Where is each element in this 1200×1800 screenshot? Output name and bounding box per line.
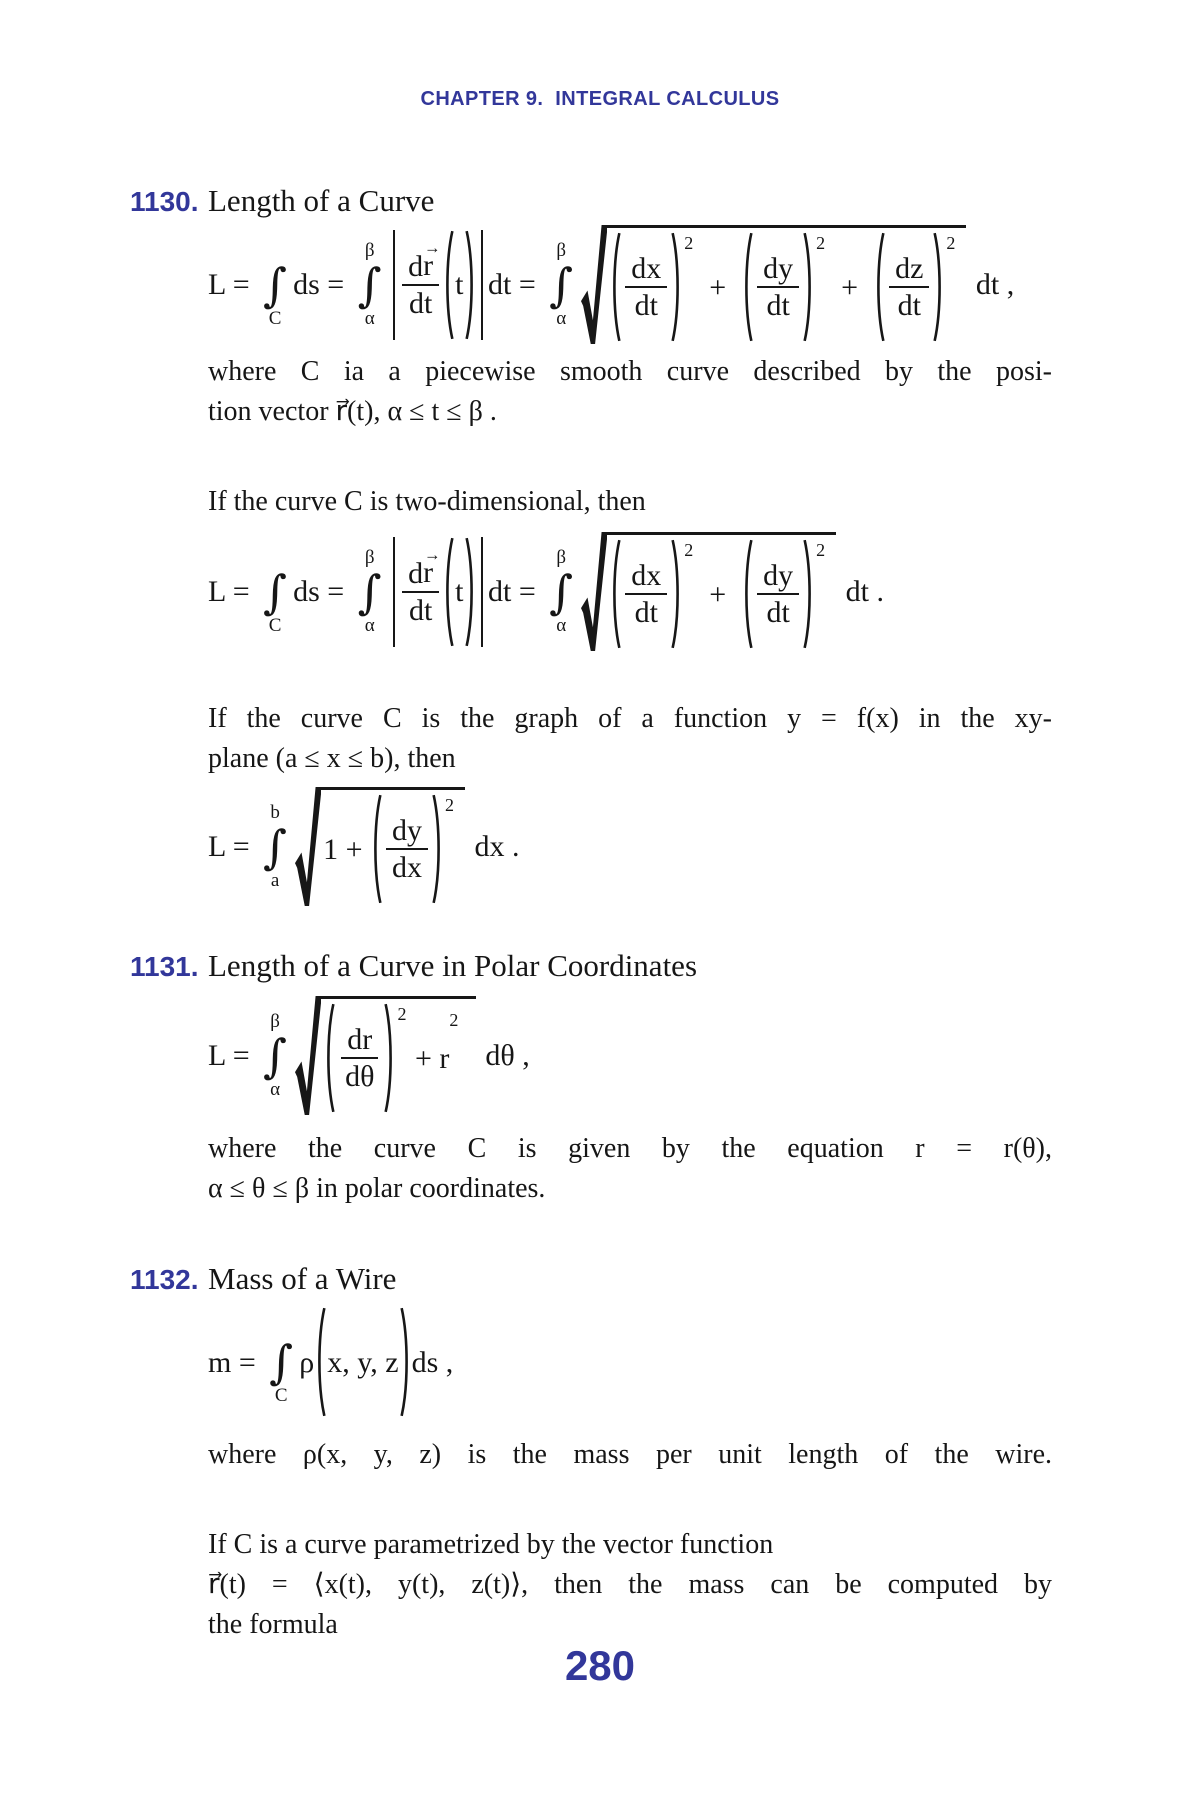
integral-lower-limit: α [556, 614, 567, 636]
math-row [455, 268, 463, 301]
integral-upper-limit: β [364, 239, 375, 261]
exponent: 2 [684, 540, 694, 560]
abs-content [398, 537, 477, 647]
math-row [399, 230, 476, 340]
integral-upper-limit: β [556, 239, 567, 261]
superscript: 2 [449, 1010, 459, 1030]
text-line: the formula [208, 1609, 338, 1640]
numerator [757, 251, 799, 288]
text-line: If C is a curve parametrized by the vector function [208, 1529, 774, 1560]
integral-lower-limit: C [274, 1385, 288, 1406]
fraction [625, 558, 667, 630]
exponent: 2 [445, 795, 455, 815]
math-text: dt [409, 287, 433, 321]
math-text: dt [766, 289, 790, 322]
paragraph-where-curve [208, 352, 1052, 432]
numerator [889, 251, 929, 288]
left-paren [742, 232, 753, 342]
math-text: dy [392, 814, 423, 847]
numerator [402, 248, 439, 287]
paragraph-if-parametrized [208, 1525, 1052, 1645]
integral-upper-limit: β [556, 546, 567, 568]
math-text: t [455, 575, 464, 608]
text-line: r⃗(t) = ⟨x(t), y(t), z(t)⟩, then the mass can be computed by [208, 1569, 1052, 1600]
right-paren [465, 230, 476, 340]
math-text: L = [208, 1039, 258, 1072]
section-heading [0, 183, 1200, 219]
math-text: dt = [488, 575, 544, 608]
section-1131 [0, 948, 1200, 1209]
radical-sign [295, 787, 321, 906]
math-text: t [455, 268, 464, 301]
exponent: 2 [816, 540, 826, 560]
text-line: α ≤ θ ≤ β in polar coordinates. [208, 1173, 546, 1204]
math-text: dt [766, 596, 790, 629]
math-text: L = [208, 830, 258, 863]
math-row [754, 251, 802, 323]
integral [261, 803, 289, 891]
math-row [208, 1307, 453, 1417]
math-text: L = [208, 268, 258, 301]
radicand [321, 787, 465, 906]
right-paren [671, 539, 682, 649]
square-root [581, 532, 836, 651]
section-1132 [0, 1261, 1200, 1645]
integral [261, 1012, 289, 1100]
math-text: d [408, 556, 424, 590]
fraction [625, 251, 667, 323]
math-text: dx [392, 851, 423, 884]
fraction [889, 251, 929, 323]
section-title: Mass of a Wire [208, 1261, 397, 1296]
integral-upper-limit: b [270, 801, 280, 823]
text-line: If the curve C is the graph of a function y = f(x) in the xy- [208, 703, 1052, 734]
radical-sign [295, 996, 321, 1115]
text-line: where the curve C is given by the equation r = r(θ), [208, 1133, 1052, 1164]
math-row [609, 232, 956, 342]
text-line: If the curve C is two-dimensional, then [208, 486, 646, 517]
integral-sign: ∫ [263, 819, 288, 874]
numerator [625, 558, 667, 595]
paren-group [742, 232, 825, 342]
math-text: dr [347, 1023, 373, 1056]
text-line: where C ia a piecewise smooth curve described by the posi- [208, 356, 1052, 387]
math-text: dt [897, 289, 921, 322]
section-number: 1132. [130, 1264, 199, 1295]
denominator [629, 288, 664, 323]
math-text: ρ [299, 1345, 315, 1379]
math-text: m = [208, 1345, 264, 1379]
square-root [295, 996, 476, 1115]
numerator [386, 813, 428, 850]
text-line: where ρ(x, y, z) is the mass per unit length of the wire. [208, 1439, 1052, 1470]
paren-content [753, 539, 803, 649]
paren-content [885, 232, 933, 342]
right-paren [465, 537, 476, 647]
math-text: + [694, 577, 742, 611]
left-paren [315, 1307, 326, 1417]
math-row [208, 996, 530, 1115]
denominator [629, 595, 664, 630]
math-text: dt , [968, 268, 1015, 301]
numerator [402, 555, 439, 594]
formula-length-graph [208, 787, 1052, 906]
denominator [761, 595, 796, 630]
math-text: dt = [488, 268, 544, 301]
denominator [339, 1059, 380, 1094]
fraction [757, 558, 799, 630]
denominator [386, 850, 428, 885]
paragraph-if-graph [208, 699, 1052, 779]
text-line: tion vector r⃗(t), α ≤ t ≤ β . [208, 396, 497, 427]
integral-lower-limit: a [270, 869, 280, 891]
left-paren [443, 230, 454, 340]
math-text: ds = [293, 268, 352, 301]
denominator [761, 288, 796, 323]
formula-mass-wire [208, 1307, 1052, 1417]
right-paren [933, 232, 944, 342]
left-paren [610, 539, 621, 649]
section-title: Length of a Curve [208, 183, 435, 218]
fraction [402, 248, 439, 322]
numerator [341, 1022, 378, 1059]
math-text: dt [634, 289, 658, 322]
exponent: 2 [397, 1004, 407, 1024]
math-row [327, 1346, 398, 1379]
right-paren [384, 1003, 395, 1113]
integral-sign: ∫ [263, 1028, 288, 1083]
fraction [386, 813, 428, 885]
math-text: ds = [293, 575, 352, 608]
math-row [886, 251, 932, 323]
absolute-value [390, 230, 486, 340]
integral [547, 548, 575, 636]
integral-sign: ∫ [269, 1335, 294, 1389]
paren-content [621, 232, 671, 342]
integral-lower-limit: α [556, 307, 567, 329]
formula-length-3d [208, 225, 1052, 344]
section-title: Length of a Curve in Polar Coordinates [208, 948, 698, 983]
left-paren [371, 794, 382, 904]
abs-content [398, 230, 477, 340]
abs-bar [481, 537, 484, 647]
math-row [383, 813, 431, 885]
fraction [402, 555, 439, 629]
math-row [323, 794, 455, 904]
math-row [609, 539, 826, 649]
fraction [339, 1022, 380, 1094]
paragraph-where-polar [208, 1129, 1052, 1209]
paren-content [326, 1307, 399, 1417]
abs-bar [393, 537, 396, 647]
square-root [295, 787, 465, 906]
math-row [336, 1022, 383, 1094]
paren-group [443, 537, 475, 647]
math-text: dθ , [477, 1039, 530, 1072]
integral-lower-limit: α [364, 614, 375, 636]
math-row [622, 558, 670, 630]
paren-content [335, 1003, 384, 1113]
math-text: dy [763, 252, 794, 285]
math-row [455, 575, 463, 608]
denominator [403, 593, 438, 628]
square-root [581, 225, 966, 344]
right-paren [671, 232, 682, 342]
paren-group [610, 539, 693, 649]
paren-group [371, 794, 454, 904]
math-text: + [694, 270, 742, 304]
math-text [458, 1042, 466, 1075]
math-row [208, 532, 884, 651]
exponent: 2 [946, 233, 956, 253]
paragraph-if-2d [208, 482, 1052, 522]
math-text: dx [631, 252, 662, 285]
paren-content [454, 230, 464, 340]
paren-group [315, 1307, 410, 1417]
abs-bar [481, 230, 484, 340]
exponent: 2 [816, 233, 826, 253]
math-text: d [408, 249, 424, 283]
section-heading [0, 1261, 1200, 1297]
integral-lower-limit: α [364, 307, 375, 329]
math-row [754, 558, 802, 630]
formula-length-2d [208, 532, 1052, 651]
paren-group [742, 539, 825, 649]
left-paren [610, 232, 621, 342]
absolute-value [390, 537, 486, 647]
integral [267, 1318, 295, 1406]
integral-sign: ∫ [357, 564, 382, 619]
section-heading [0, 948, 1200, 984]
vector-letter: r → [423, 556, 433, 591]
math-text: + r [407, 1041, 450, 1075]
integral [547, 241, 575, 329]
math-row [323, 1003, 466, 1113]
integral-upper-limit: β [270, 1010, 280, 1032]
radicand [607, 532, 836, 651]
integral-upper-limit: β [364, 546, 375, 568]
integral-sign: ∫ [263, 564, 288, 619]
chapter-header: CHAPTER 9. INTEGRAL CALCULUS [420, 88, 780, 110]
integral-lower-limit: C [268, 614, 282, 636]
integral [261, 241, 289, 329]
math-text: 1 + [323, 832, 371, 866]
math-text: ds , [411, 1345, 454, 1379]
right-paren [432, 794, 443, 904]
math-row [208, 787, 520, 906]
math-text: dt . [838, 575, 885, 608]
numerator [625, 251, 667, 288]
formula-length-polar [208, 996, 1052, 1115]
paren-group [610, 232, 693, 342]
exponent: 2 [684, 233, 694, 253]
paragraph-where-density [208, 1435, 1052, 1475]
denominator [892, 288, 927, 323]
integral [356, 548, 384, 636]
paren-content [454, 537, 464, 647]
left-paren [742, 539, 753, 649]
math-text: dx . [467, 830, 520, 863]
paren-group [324, 1003, 406, 1113]
math-text: L = [208, 575, 258, 608]
math-row [399, 537, 476, 647]
radical-sign [581, 532, 607, 651]
math-text: dθ [345, 1060, 375, 1093]
paren-content [753, 232, 803, 342]
math-text: dz [895, 252, 924, 285]
left-paren [874, 232, 885, 342]
left-paren [324, 1003, 335, 1113]
integral-sign: ∫ [357, 257, 382, 312]
integral-lower-limit: C [268, 307, 282, 329]
fraction [757, 251, 799, 323]
math-row [208, 225, 1014, 344]
integral [261, 548, 289, 636]
right-paren [803, 539, 814, 649]
integral-sign: ∫ [263, 257, 288, 312]
math-text: dt [634, 596, 658, 629]
integral-sign: ∫ [549, 257, 574, 312]
math-row [622, 251, 670, 323]
radicand [607, 225, 966, 344]
math-row [408, 556, 433, 591]
math-row [408, 249, 433, 284]
section-1130 [0, 183, 1200, 906]
radical-sign [581, 225, 607, 344]
math-text: dt [409, 594, 433, 628]
integral-lower-limit: α [270, 1078, 281, 1100]
paren-content [382, 794, 432, 904]
math-text: dx [631, 559, 662, 592]
right-paren [803, 232, 814, 342]
math-text: x, y, z [327, 1345, 399, 1379]
math-text: dy [763, 559, 794, 592]
text-line: plane (a ≤ x ≤ b), then [208, 743, 456, 774]
denominator [403, 286, 438, 321]
numerator [757, 558, 799, 595]
integral [356, 241, 384, 329]
vector-letter: r → [423, 249, 433, 284]
integral-sign: ∫ [549, 564, 574, 619]
page-number: 280 [564, 1642, 636, 1689]
paren-group [874, 232, 955, 342]
right-paren [400, 1307, 411, 1417]
abs-bar [393, 230, 396, 340]
left-paren [443, 537, 454, 647]
paren-group [443, 230, 475, 340]
math-text: + [826, 270, 874, 304]
section-number: 1131. [130, 951, 199, 982]
radicand [321, 996, 476, 1115]
section-number: 1130. [130, 186, 199, 217]
paren-content [621, 539, 671, 649]
